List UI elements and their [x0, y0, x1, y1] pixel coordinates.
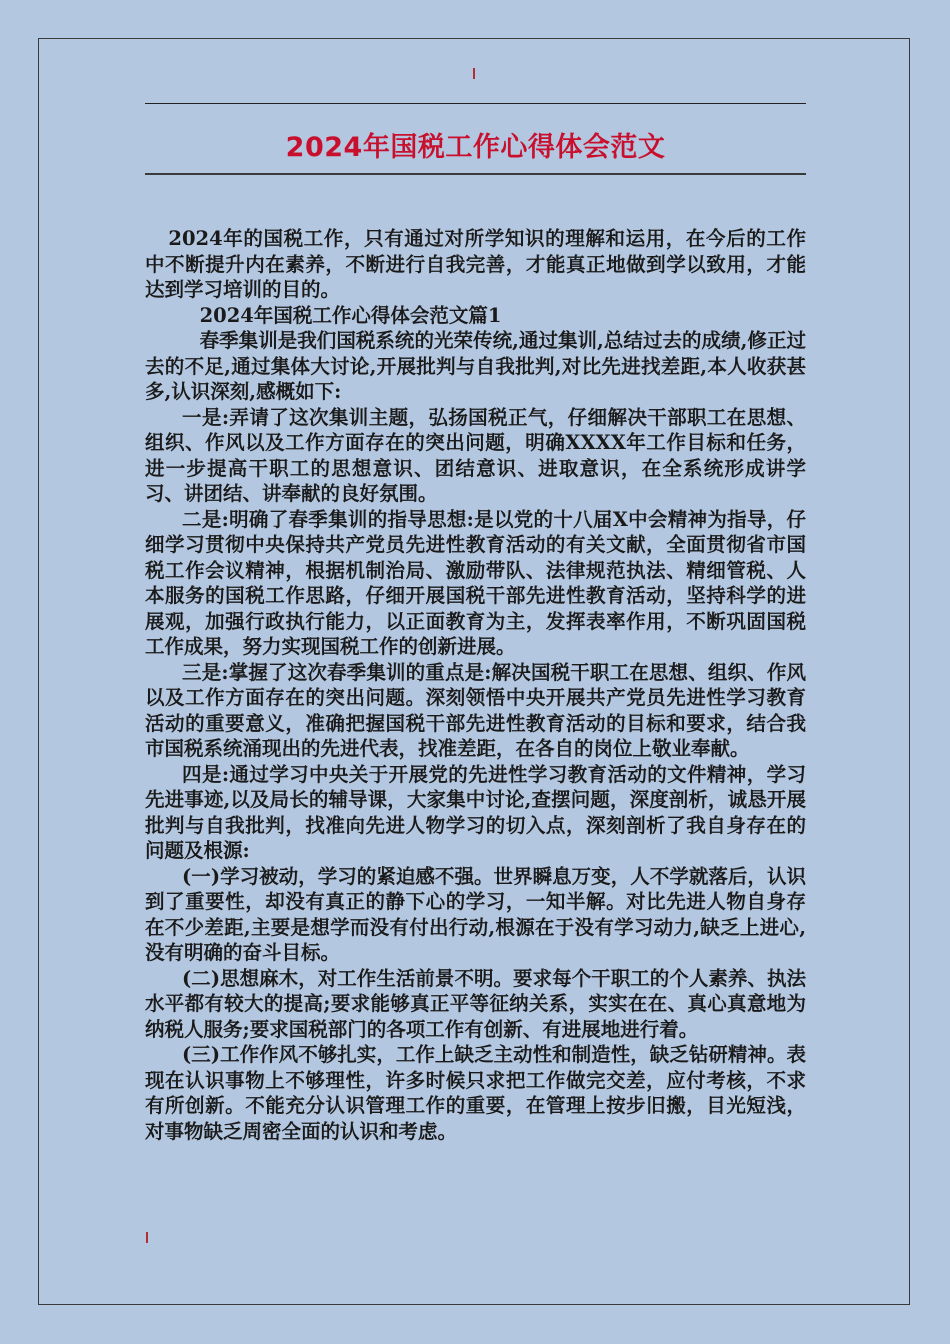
footer-mark — [146, 1232, 148, 1243]
document-title: 2024年国税工作心得体会范文 — [285, 132, 666, 163]
header-rule — [145, 103, 806, 104]
header-mark — [473, 68, 475, 79]
section-heading: 2024年国税工作心得体会范文篇1 — [199, 303, 502, 327]
body-paragraph: 四是:通过学习中央关于开展党的先进性学习教育活动的文件精神，学习先进事迹,以及局长的辅导课，大家集中讨论,查摆问题，深度剖析，诚恳开展批判与自我批判，找准向先进人物学习的切入点，深刻剖析了我自身存在的问题及根源: — [145, 762, 806, 862]
body-paragraph: 二是:明确了春季集训的指导思想:是以党的十八届X中会精神为指导，仔细学习贯彻中央保持共产党员先进性教育活动的有关文献，全面贯彻省市国税工作会议精神，根据机制治局、激励带队、法律规范执法、精细管税、人本服务的国税工作思路，仔细开展国税干部先进性教育活动，坚持科学的进展观，加强行政执行能力，以正面教育为主，发挥表率作用，不断巩固国税工作成果，努力实现国税工作的创新进展。 — [145, 507, 806, 658]
body-paragraph: 三是:掌握了这次春季集训的重点是:解决国税干职工在思想、组织、作风以及工作方面存在的突出问题。深刻领悟中央开展共产党员先进性学习教育活动的重要意义，准确把握国税干部先进性教育活动的目标和要求，结合我市国税系统涌现出的先进代表，找准差距，在各自的岗位上敬业奉献。 — [145, 660, 806, 760]
document-body — [145, 226, 806, 1144]
body-paragraph: 一是:弄请了这次集训主题，弘扬国税正气，仔细解决干部职工在思想、组织、作风以及工作方面存在的突出问题，明确XXXX年工作目标和任务，进一步提高干职工的思想意识、团结意识、进取意识，在全系统形成讲学习、讲团结、讲奉献的良好氛围。 — [145, 405, 806, 505]
intro-paragraph: 2024年的国税工作，只有通过对所学知识的理解和运用，在今后的工作中不断提升内在素养，不断进行自我完善，才能真正地做到学以致用，才能达到学习培训的目的。 — [145, 227, 806, 301]
title-rule — [145, 173, 806, 175]
body-paragraph: (二)思想麻木，对工作生活前景不明。要求每个干职工的个人素养、执法水平都有较大的提高;要求能够真正平等征纳关系，实实在在、真心真意地为纳税人服务;要求国税部门的各项工作有创新、有进展地进行着。 — [145, 966, 806, 1041]
body-paragraph: (三)工作作风不够扎实，工作上缺乏主动性和制造性，缺乏钻研精神。表现在认识事物上不够理性，许多时候只求把工作做完交差，应付考核，不求有所创新。不能充分认识管理工作的重要，在管理上按步旧搬，目光短浅，对事物缺乏周密全面的认识和考虑。 — [145, 1043, 806, 1143]
body-paragraph: (一)学习被动，学习的紧迫感不强。世界瞬息万变，人不学就落后，认识到了重要性，却没有真正的静下心的学习，一知半解。对比先进人物自身存在不少差距,主要是想学而没有付出行动,根源在于没有学习动力,缺乏上进心,没有明确的奋斗目标。 — [145, 864, 806, 964]
body-paragraph: 春季集训是我们国税系统的光荣传统,通过集训,总结过去的成绩,修正过去的不足,通过集体大讨论,开展批判与自我批判,对比先进找差距,本人收获甚多,认识深刻,感概如下: — [145, 329, 806, 403]
